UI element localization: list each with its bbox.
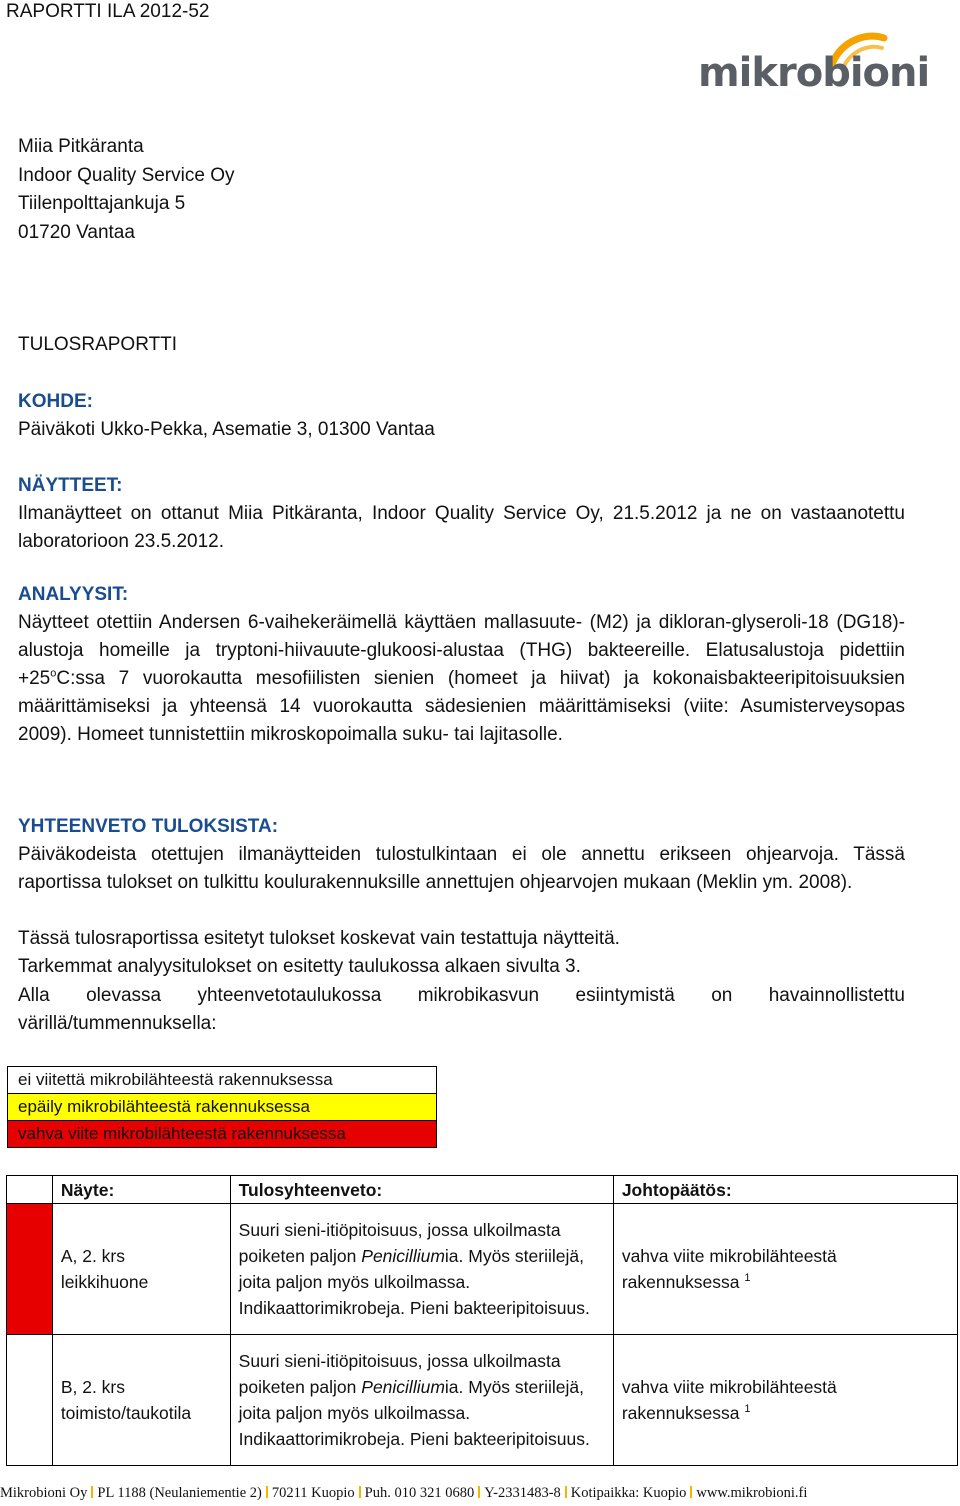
recipient-name: Miia Pitkäranta	[18, 136, 144, 157]
conclusion-footnote: 1	[744, 1272, 751, 1285]
footer-business-id: Y-2331483-8	[484, 1485, 561, 1501]
footer-separator	[359, 1486, 361, 1498]
page-footer	[0, 1485, 960, 1502]
summary-heading: YHTEENVETO TULOKSISTA:	[18, 816, 279, 837]
recipient-company: Indoor Quality Service Oy	[18, 164, 235, 186]
recipient-city: 01720 Vantaa	[18, 221, 135, 243]
header-sample: Näyte:	[52, 1176, 230, 1204]
conclusion-text: vahva viite mikrobilähteestä rakennuksessa	[621, 1377, 837, 1423]
report-id: RAPORTTI ILA 2012-52	[6, 1, 210, 22]
footer-company: Mikrobioni Oy	[0, 1485, 88, 1501]
logo-text: mikrobioni	[698, 50, 930, 96]
color-legend	[7, 1066, 437, 1148]
summary-cell	[230, 1204, 613, 1335]
samples-heading: NÄYTTEET:	[18, 475, 123, 496]
footer-address: PL 1188 (Neulaniementie 2)	[97, 1485, 262, 1501]
summary-text-b: ia. Myös steriilejä, joita paljon myös ulkoilmassa. Indikaattorimikrobeja. Pieni bakteeripitoisuus.	[238, 1246, 590, 1318]
header-conclusion: Johtopäätös:	[613, 1176, 957, 1204]
footer-separator	[478, 1486, 480, 1498]
header-summary: Tulosyhteenveto:	[230, 1176, 613, 1204]
recipient-address	[18, 133, 234, 247]
table-header-row	[7, 1176, 958, 1204]
conclusion-text: vahva viite mikrobilähteestä rakennuksessa	[621, 1246, 837, 1292]
report-title: TULOSRAPORTTI	[18, 334, 178, 355]
summary-paragraph-2: Tässä tulosraportissa esitetyt tulokset koskevat vain testattuja näytteitä.	[18, 928, 620, 949]
footer-separator	[91, 1486, 93, 1498]
table-row	[7, 1335, 958, 1466]
sample-id: B, 2. krs	[60, 1377, 125, 1397]
results-table	[6, 1175, 958, 1466]
summary-genus: Penicillium	[361, 1246, 445, 1266]
analyses-heading: ANALYYSIT:	[18, 584, 129, 605]
conclusion-cell	[613, 1204, 957, 1335]
footer-separator	[690, 1486, 692, 1498]
sample-cell	[52, 1204, 230, 1335]
footer-phone: Puh. 010 321 0680	[364, 1485, 475, 1501]
analyses-text	[18, 609, 905, 749]
footer-separator	[565, 1486, 567, 1498]
company-logo	[698, 30, 930, 100]
summary-text-b: ia. Myös steriilejä, joita paljon myös ulkoilmassa. Indikaattorimikrobeja. Pieni bakteeripitoisuus.	[238, 1377, 590, 1449]
summary-text-a: Suuri sieni-itiöpitoisuus, jossa ulkoilmasta poiketen paljon	[238, 1220, 561, 1266]
conclusion-cell	[613, 1335, 957, 1466]
target-heading: KOHDE:	[18, 391, 93, 412]
legend-item-none: ei viitettä mikrobilähteestä rakennuksessa	[8, 1067, 436, 1094]
degree-symbol: o	[50, 667, 57, 680]
header-mark-cell	[7, 1176, 53, 1204]
legend-item-suspicion: epäily mikrobilähteestä rakennuksessa	[8, 1094, 436, 1121]
result-color-mark	[7, 1335, 53, 1466]
sample-location: toimisto/taukotila	[60, 1403, 192, 1423]
target-text: Päiväkoti Ukko-Pekka, Asematie 3, 01300 Vantaa	[18, 419, 435, 440]
footer-website[interactable]: www.mikrobioni.fi	[696, 1485, 808, 1501]
result-color-mark	[7, 1204, 53, 1335]
footer-postal: 70211 Kuopio	[271, 1485, 355, 1501]
footer-separator	[266, 1486, 268, 1498]
conclusion-footnote: 1	[744, 1403, 751, 1416]
summary-paragraph-1: Päiväkodeista otettujen ilmanäytteiden tulostulkintaan ei ole annettu erikseen ohjearvoja. Tässä raportissa tulokset on tulkittu koulurakennuksille annettujen ohjearvojen mukaan (Meklin ym. 2008).	[18, 844, 905, 893]
analyses-text-part2: C:ssa 7 vuorokautta mesofiilisten sienien (homeet ja hiivat) ja kokonaisbakteeripitoisuuksien määrittämiseksi ja yhteensä 14 vuorokautta sädesienien määrittämiseksi (viite: Asumisterveysopas 2009). Homeet tunnistettiin mikroskopoimalla suku- tai lajitasolle.	[18, 668, 905, 745]
footer-domicile: Kotipaikka: Kuopio	[570, 1485, 687, 1501]
summary-paragraph-3: Tarkemmat analyysitulokset on esitetty taulukossa alkaen sivulta 3.	[18, 956, 581, 977]
sample-id: A, 2. krs	[60, 1246, 125, 1266]
summary-cell	[230, 1335, 613, 1466]
sample-location: leikkihuone	[60, 1272, 149, 1292]
summary-genus: Penicillium	[361, 1377, 445, 1397]
sample-cell	[52, 1335, 230, 1466]
table-row	[7, 1204, 958, 1335]
recipient-street: Tiilenpolttajankuja 5	[18, 193, 186, 214]
summary-paragraph-4: Alla olevassa yhteenvetotaulukossa mikrobikasvun esiintymistä on havainnollistettu värillä/tummennuksella:	[18, 985, 905, 1034]
samples-text: Ilmanäytteet on ottanut Miia Pitkäranta, Indoor Quality Service Oy, 21.5.2012 ja ne on vastaanotettu laboratorioon 23.5.2012.	[18, 503, 905, 552]
analyses-text-part1: Näytteet otettiin Andersen 6-vaihekeräimellä käyttäen mallasuute- (M2) ja dikloran-glyseroli-18 (DG18)-alustoja homeille ja tryptoni-hiivauute-glukoosi-alustaa (THG) bakteereille. Elatusalustoja pidettiin +25	[18, 612, 905, 689]
legend-item-strong: vahva viite mikrobilähteestä rakennuksessa	[8, 1121, 436, 1147]
summary-text-a: Suuri sieni-itiöpitoisuus, jossa ulkoilmasta poiketen paljon	[238, 1351, 561, 1397]
